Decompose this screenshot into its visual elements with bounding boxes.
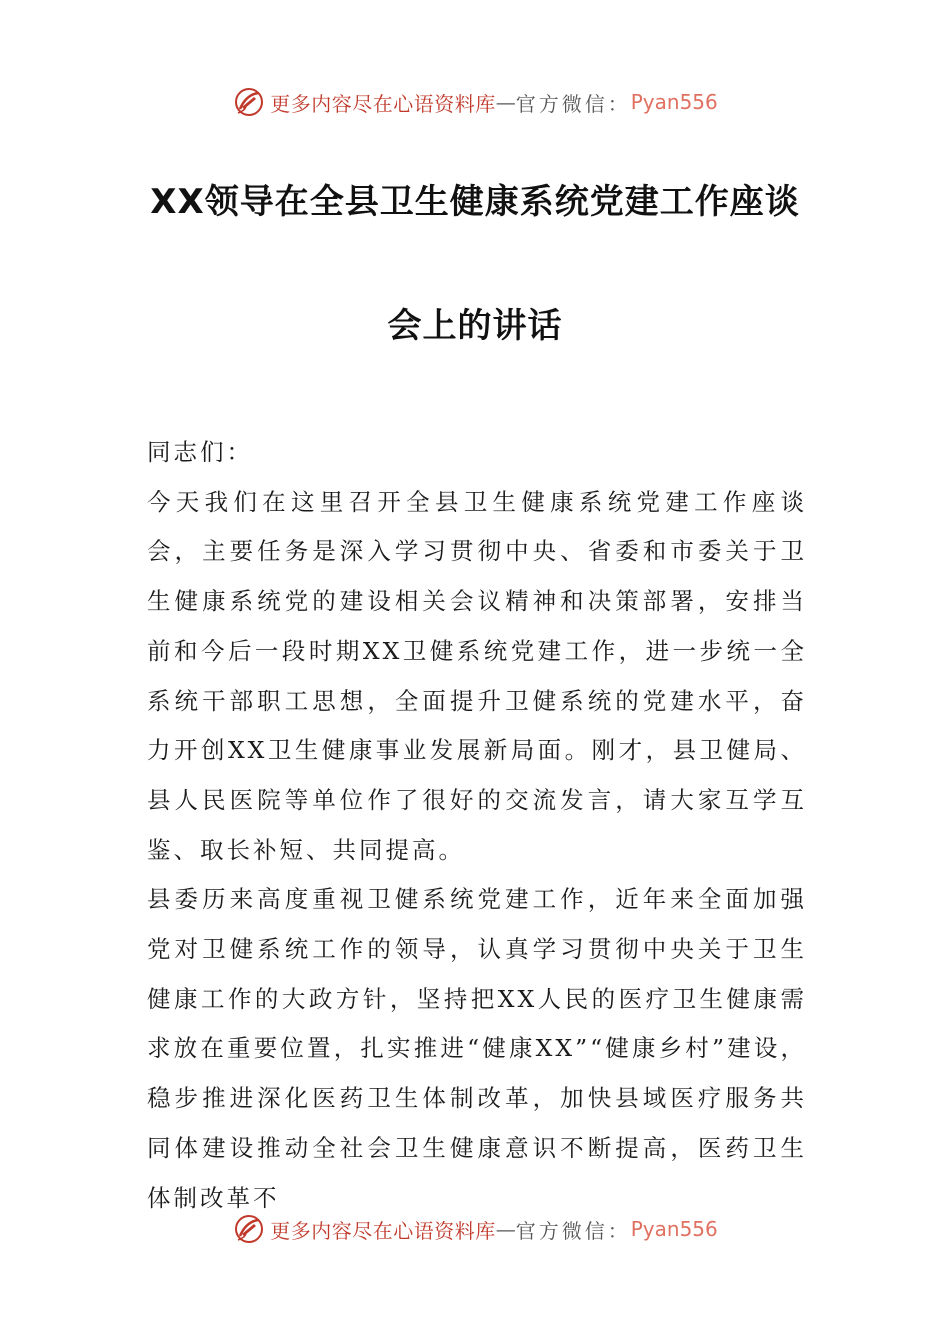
document-title-line-1: XX领导在全县卫生健康系统党建工作座谈 bbox=[150, 182, 800, 222]
watermark-wechat-id: Pyan556 bbox=[630, 1217, 718, 1241]
salutation: 同志们： bbox=[147, 438, 253, 466]
document-body bbox=[147, 428, 807, 1223]
watermark-dash: — bbox=[495, 1217, 516, 1241]
document-title-line-2: 会上的讲话 bbox=[387, 306, 563, 346]
pen-swirl-logo-icon bbox=[232, 1212, 266, 1246]
watermark-wechat-id: Pyan556 bbox=[630, 90, 718, 114]
header-watermark bbox=[0, 82, 950, 122]
body-paragraph-2: 县委历来高度重视卫健系统党建工作，近年来全面加强党对卫健系统工作的领导，认真学习贯彻中央关于卫生健康工作的大政方针，坚持把XX人民的医疗卫生健康需求放在重要位置，扎实推进“健康XX”“健康乡村”建设，稳步推进深化医药卫生体制改革，加快县域医疗服务共同体建设推动全社会卫生健康意识不断提高，医药卫生体制改革不 bbox=[147, 885, 807, 1212]
watermark-dash: — bbox=[495, 90, 516, 114]
footer-watermark bbox=[0, 1209, 950, 1249]
watermark-wechat-label: 官方微信： bbox=[515, 91, 631, 116]
pen-swirl-logo-icon bbox=[232, 85, 266, 119]
body-paragraph-1: 今天我们在这里召开全县卫生健康系统党建工作座谈会，主要任务是深入学习贯彻中央、省委和市委关于卫生健康系统党的建设相关会议精神和决策部署，安排当前和今后一段时期XX卫健系统党建工作，进一步统一全系统干部职工思想，全面提升卫健系统的党建水平，奋力开创XX卫生健康事业发展新局面。刚才，县卫健局、县人民医院等单位作了很好的交流发言，请大家互学互鉴、取长补短、共同提高。 bbox=[147, 487, 807, 864]
watermark-main-text: 更多内容尽在心语资料库 bbox=[270, 91, 496, 116]
watermark-wechat-label: 官方微信： bbox=[515, 1218, 631, 1243]
watermark-main-text: 更多内容尽在心语资料库 bbox=[270, 1218, 496, 1243]
